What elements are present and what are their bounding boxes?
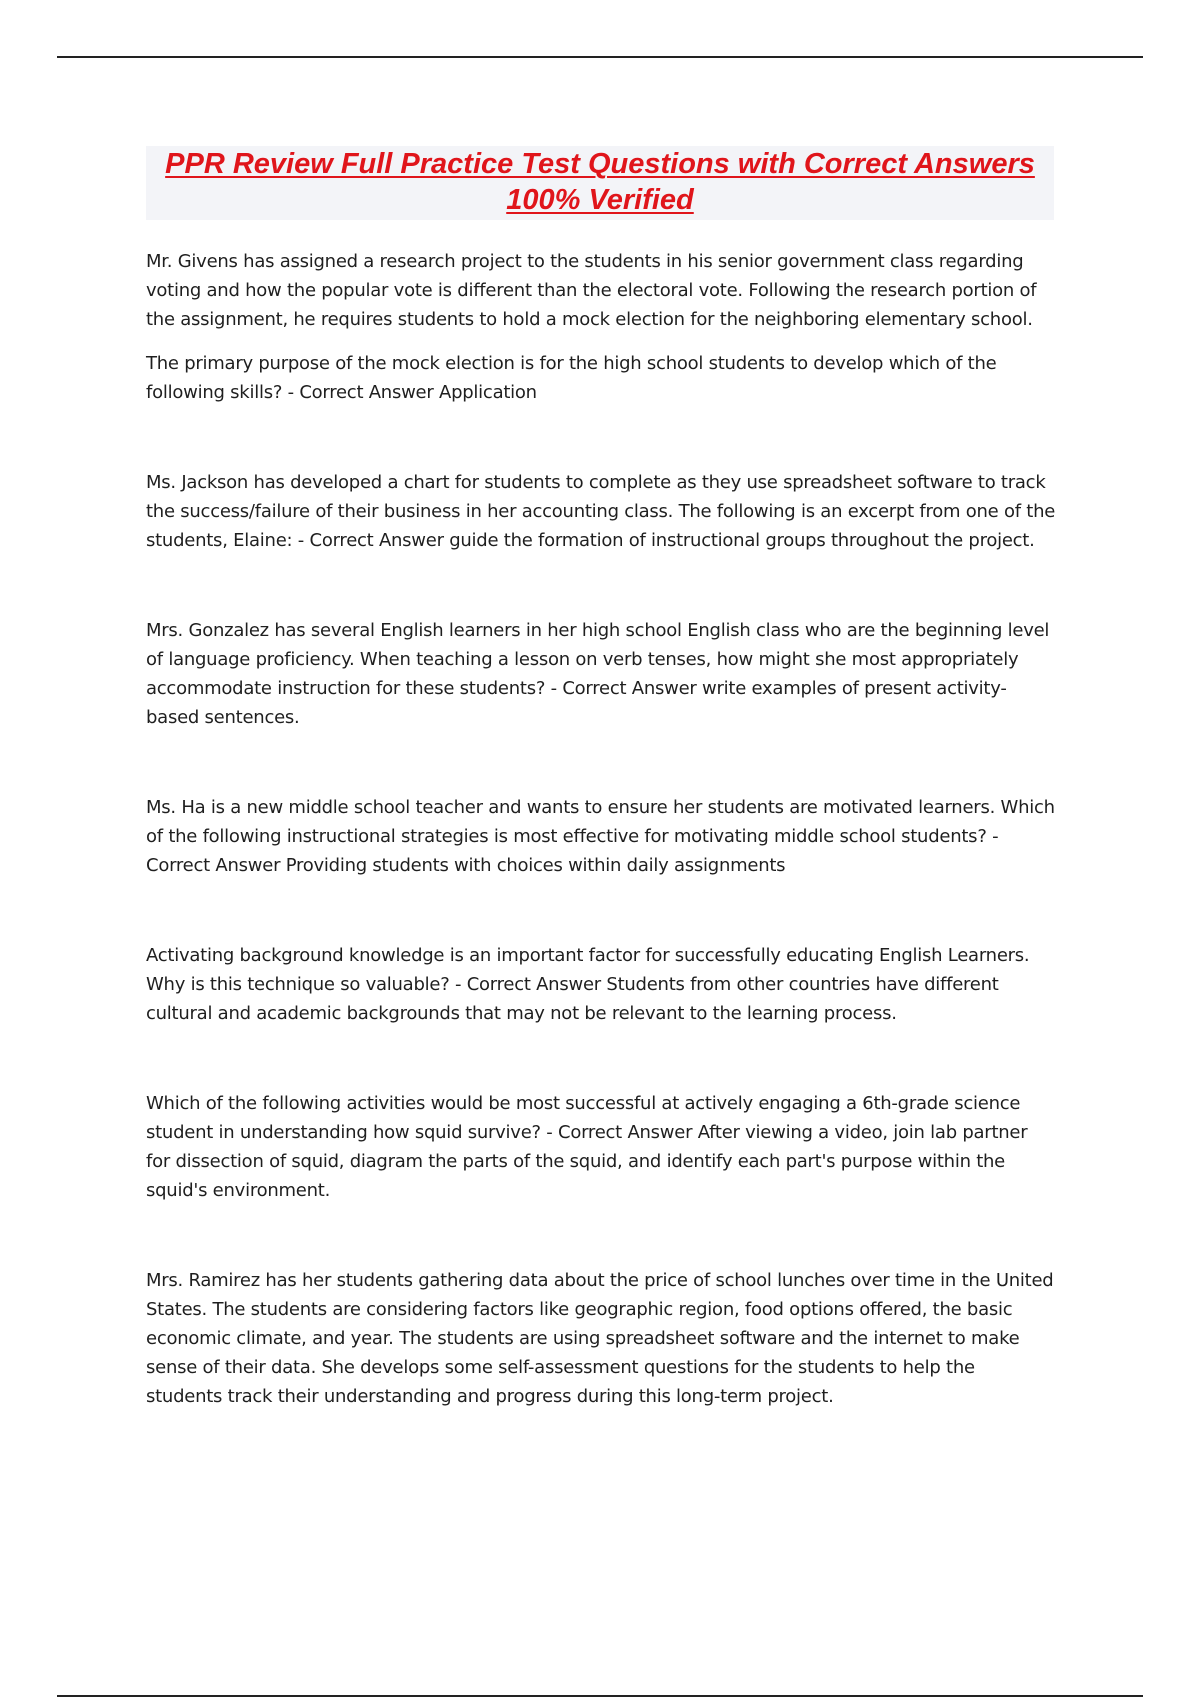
bottom-divider <box>57 1695 1143 1697</box>
question-6: Which of the following activities would be most successful at actively engaging a 6th-grade science student in understanding how squid survive? - Correct Answer After viewing a video, join lab partner for dissection of squid, diagram the parts of the squid, and identify each part's purpose within the squid's environment. <box>146 1093 1028 1201</box>
question-4: Ms. Ha is a new middle school teacher and wants to ensure her students are motivated learners. Which of the following instructional strategies is most effective for motivating middle school students? - Correct Answer Providing students with choices within daily assignments <box>146 797 1055 876</box>
question-3: Mrs. Gonzalez has several English learners in her high school English class who are the beginning level of language proficiency. When teaching a lesson on verb tenses, how might she most appropriately accommodate instruction for these students? - Correct Answer write examples of present activity-based sentences. <box>146 620 1050 728</box>
question-2: Ms. Jackson has developed a chart for students to complete as they use spreadsheet software to track the success/failure of their business in her accounting class. The following is an excerpt from one of the students, Elaine: - Correct Answer guide the formation of instructional groups throughout the project. <box>146 472 1056 551</box>
document-body <box>146 247 1056 1472</box>
question-5: Activating background knowledge is an important factor for successfully educating English Learners. Why is this technique so valuable? - Correct Answer Students from other countries have different cultural and academic backgrounds that may not be relevant to the learning process. <box>146 945 1030 1024</box>
top-divider <box>57 56 1143 58</box>
intro-paragraph: Mr. Givens has assigned a research project to the students in his senior government class regarding voting and how the popular vote is different than the electoral vote. Following the research portion of the assignment, he requires students to hold a mock election for the neighboring elementary school. <box>146 251 1037 330</box>
question-7: Mrs. Ramirez has her students gathering data about the price of school lunches over time in the United States. The students are considering factors like geographic region, food options offered, the basic economic climate, and year. The students are using spreadsheet software and the internet to make sense of their data. She develops some self-assessment questions for the students to help the students track their understanding and progress during this long-term project. <box>146 1270 1054 1407</box>
title-banner <box>146 146 1054 220</box>
document-title: PPR Review Full Practice Test Questions with Correct Answers 100% Verified <box>165 148 1035 216</box>
question-1: The primary purpose of the mock election is for the high school students to develop which of the following skills? - Correct Answer Application <box>146 353 997 403</box>
